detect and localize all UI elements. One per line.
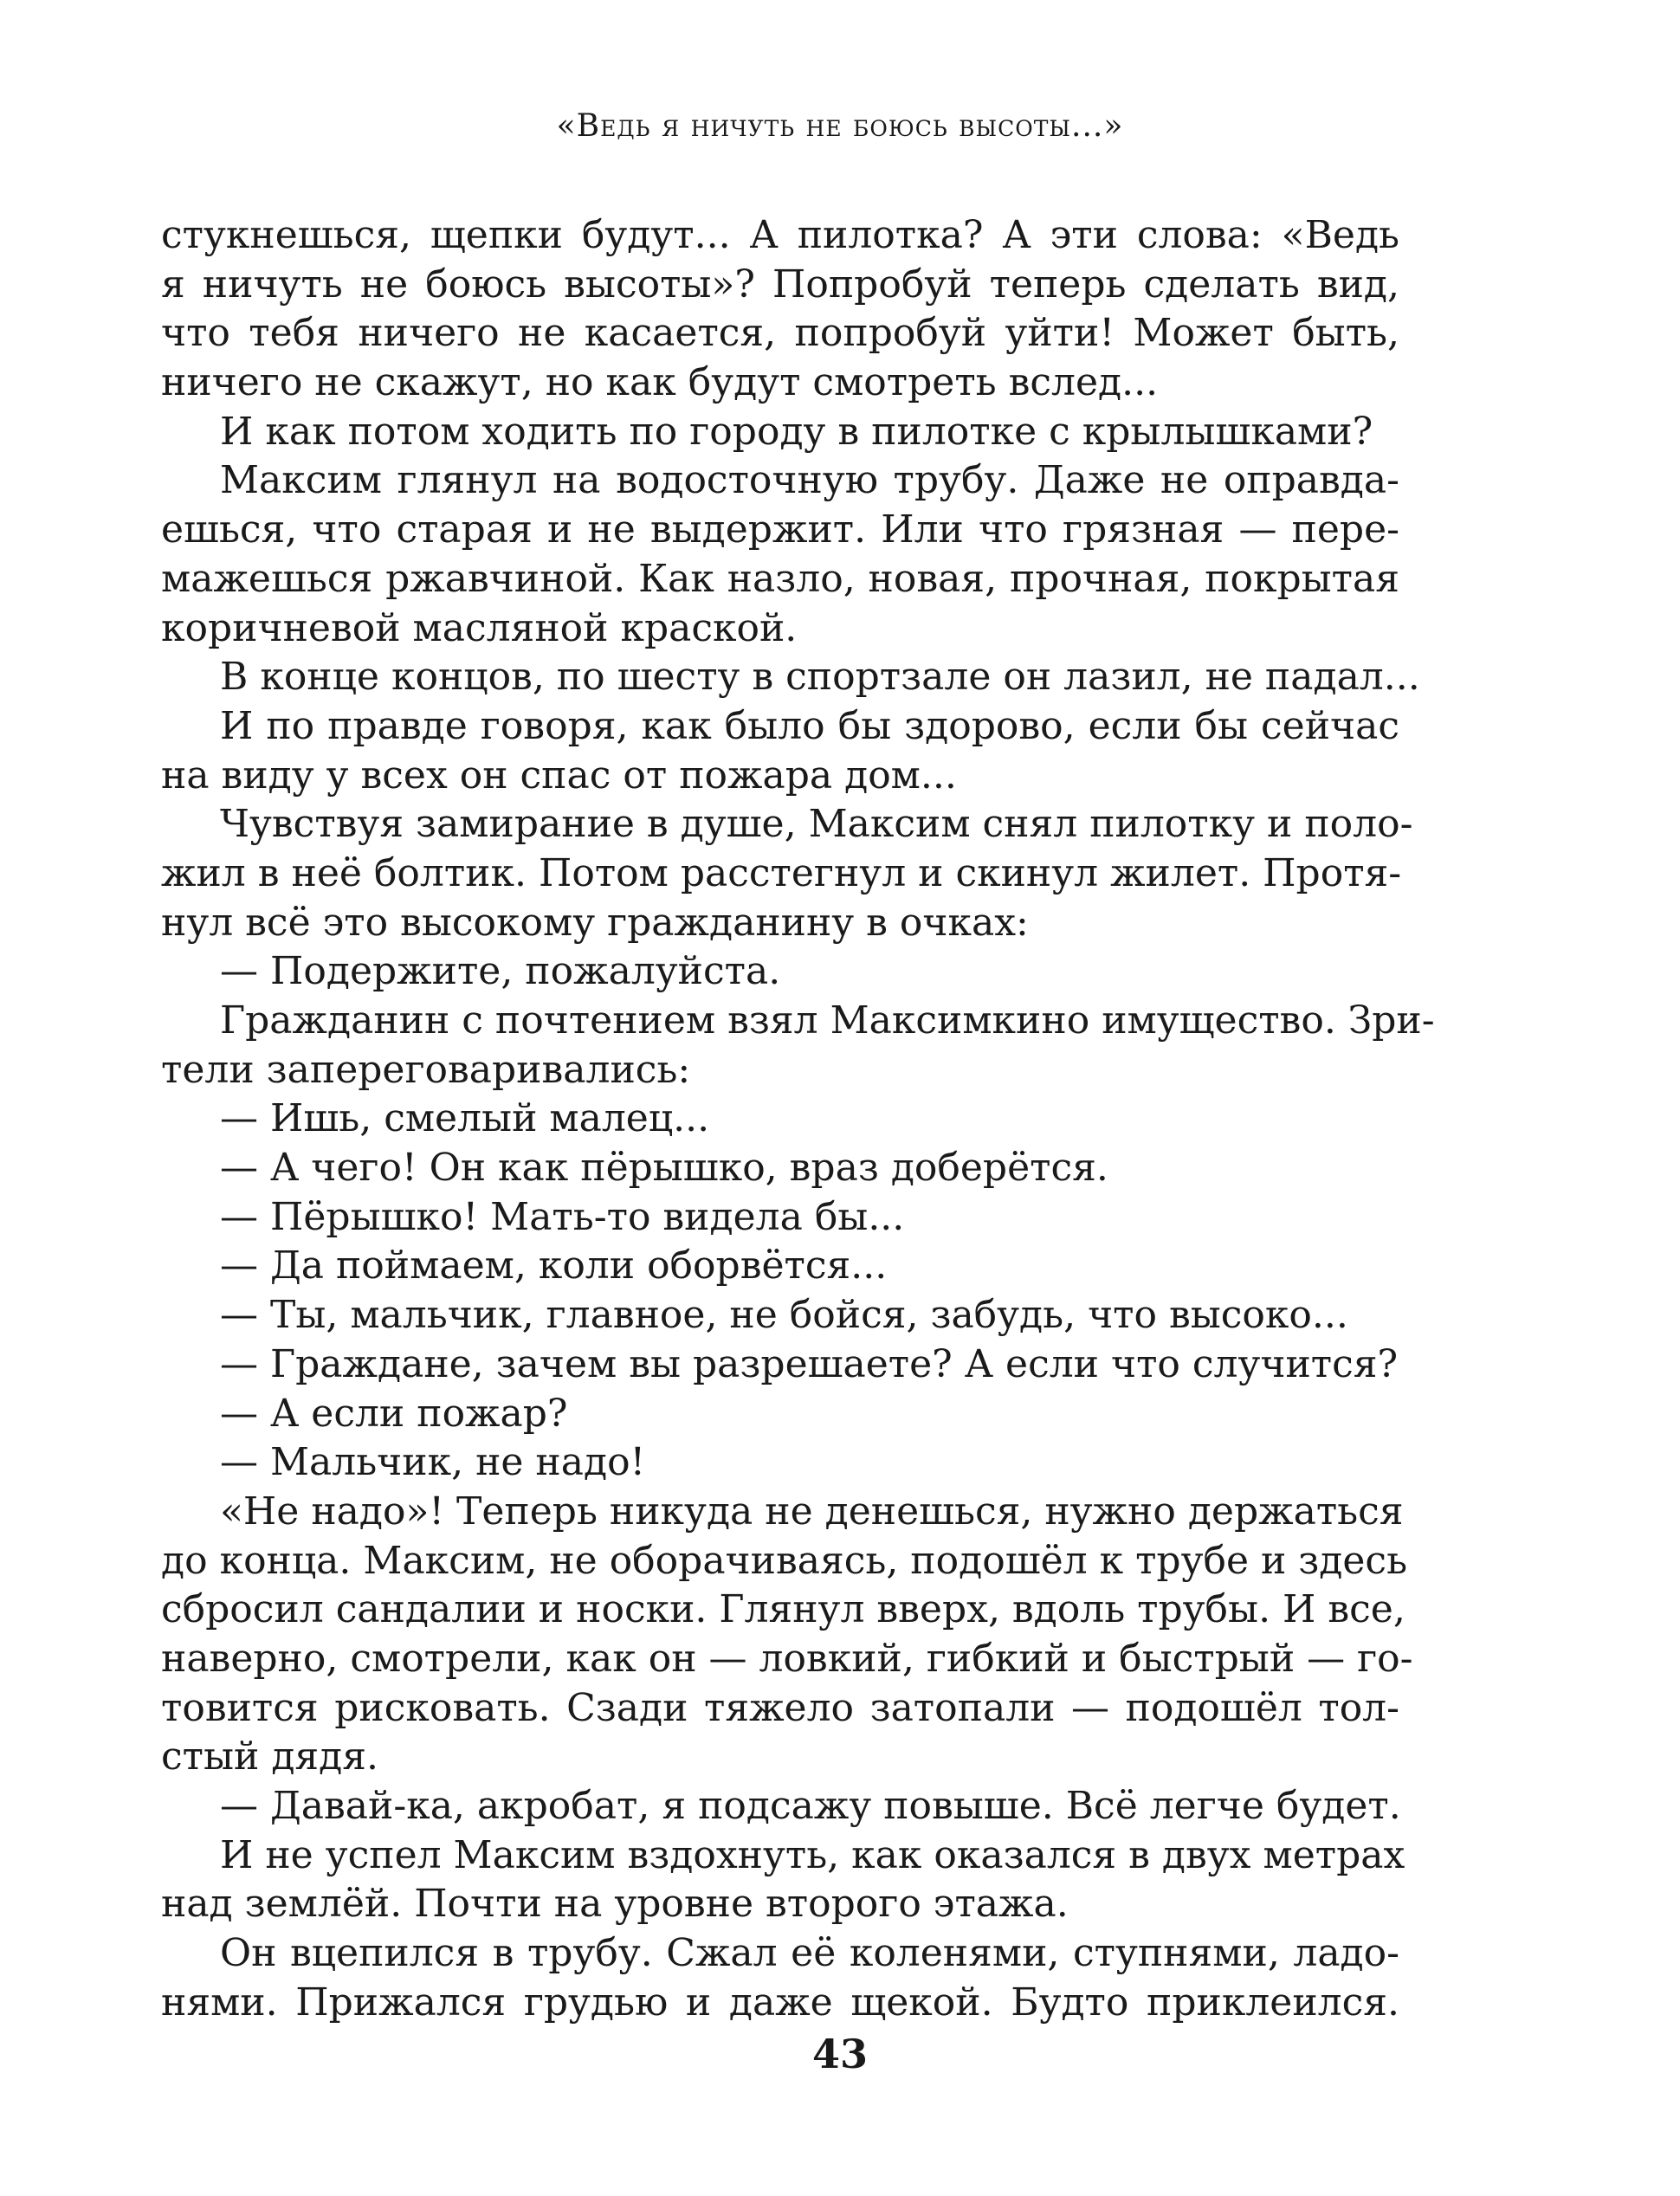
text-line: Он вцепился в трубу. Сжал её коленями, ступнями, ладо- [220, 1931, 1399, 1976]
text-line: — Ишь, смелый малец... [220, 1096, 710, 1141]
text-line: до конца. Максим, не оборачиваясь, подошёл к трубе и здесь [161, 1538, 1408, 1583]
text-line: тели запереговаривались: [161, 1047, 691, 1092]
running-head: «Ведь я ничуть не боюсь высоты...» [556, 108, 1124, 144]
text-line: стый дядя. [161, 1734, 379, 1779]
text-line: И как потом ходить по городу в пилотке с крылышками? [220, 409, 1373, 454]
text-line: Гражданин с почтением взял Максимкино имущество. Зри- [220, 998, 1435, 1043]
text-line: мажешься ржавчиной. Как назло, новая, прочная, покрытая [161, 556, 1399, 601]
text-line: И по правде говоря, как было бы здорово, если бы сейчас [220, 703, 1399, 748]
body-text [161, 211, 1435, 2027]
text-line: на виду у всех он спас от пожара дом... [161, 752, 957, 798]
text-line: наверно, смотрели, как он — ловкий, гибкий и быстрый — го- [161, 1636, 1413, 1681]
text-line: — Ты, мальчик, главное, не бойся, забудь, что высоко... [220, 1293, 1348, 1338]
text-line: — Да поймаем, коли оборвётся... [220, 1243, 888, 1289]
text-line: ешься, что старая и не выдержит. Или что грязная — пере- [161, 507, 1399, 552]
text-line: — Пёрышко! Мать-то видела бы... [220, 1194, 905, 1239]
text-line: сбросил сандалии и носки. Глянул вверх, вдоль трубы. И все, [161, 1587, 1405, 1632]
text-line: что тебя ничего не касается, попробуй уйти! Может быть, [161, 311, 1399, 356]
text-line: — Мальчик, не надо! [220, 1440, 646, 1485]
text-line: Чувствуя замирание в душе, Максим снял пилотку и поло- [220, 802, 1413, 847]
text-line: нул всё это высокому гражданину в очках: [161, 900, 1029, 945]
text-line: товится рисковать. Сзади тяжело затопали — подошёл тол- [161, 1685, 1399, 1730]
text-line: жил в неё болтик. Потом расстегнул и скинул жилет. Протя- [161, 850, 1402, 895]
text-line: ничего не скажут, но как будут смотреть вслед... [161, 360, 1159, 405]
text-line: — А если пожар? [220, 1391, 568, 1436]
text-line: В конце концов, по шесту в спортзале он лазил, не падал... [220, 655, 1420, 700]
text-line: нями. Прижался грудью и даже щекой. Будто приклеился. [161, 1980, 1399, 2025]
text-line: коричневой масляной краской. [161, 605, 798, 650]
text-line: я ничуть не боюсь высоты»? Попробуй теперь сделать вид, [161, 262, 1399, 307]
text-line: «Не надо»! Теперь никуда не денешься, нужно держаться [220, 1489, 1404, 1534]
text-line: — Давай-ка, акробат, я подсажу повыше. Всё легче будет. [220, 1784, 1401, 1828]
text-line: — Подержите, пожалуйста. [220, 949, 781, 994]
text-line: Максим глянул на водосточную трубу. Даже не оправда- [220, 458, 1399, 503]
page-number: 43 [811, 2031, 868, 2077]
text-line: — А чего! Он как пёрышко, враз доберётся. [220, 1146, 1108, 1191]
text-line: над землёй. Почти на уровне второго этажа. [161, 1882, 1069, 1927]
text-line: И не успел Максим вздохнуть, как оказался в двух метрах [220, 1832, 1405, 1877]
text-line: стукнешься, щепки будут... А пилотка? А эти слова: «Ведь [161, 213, 1399, 257]
text-line: — Граждане, зачем вы разрешаете? А если что случится? [220, 1341, 1399, 1386]
